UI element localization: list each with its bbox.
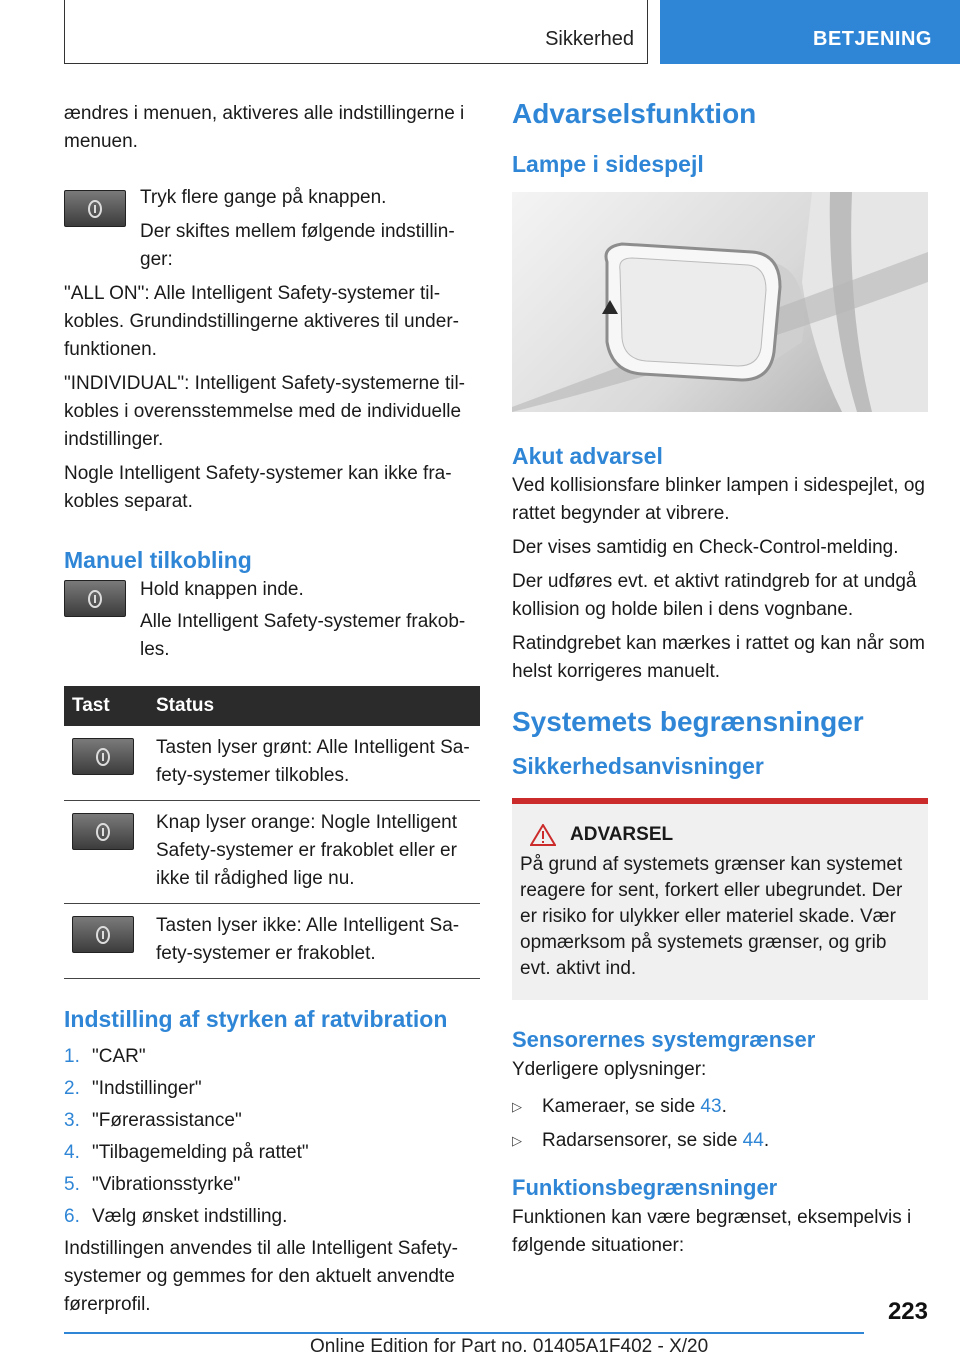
bullet-triangle-icon: ▷ (512, 1099, 522, 1114)
sensor-bullet-list (512, 1090, 928, 1158)
status-cell: Tasten lyser grønt: Alle Intelligent Sa-fety-systemer tilkobles. (148, 726, 480, 801)
vibration-heading: Indstilling af styrken af ratvibration (64, 1006, 448, 1032)
bullet-triangle-icon: ▷ (512, 1133, 522, 1148)
list-item: 6. Vælg ønsket indstilling. (64, 1206, 288, 1227)
button-off-icon (72, 916, 134, 953)
safety-button-icon (64, 580, 126, 617)
warning-title: ADVARSEL (570, 824, 674, 845)
button-green-icon (72, 738, 134, 775)
function-limits-heading: Funktionsbegrænsninger (512, 1175, 778, 1200)
list-item: 1. "CAR" (64, 1046, 146, 1067)
status-cell: Knap lyser orange: Nogle Intelligent Safety-systemer er frakoblet eller er ikke til rådighed lige nu. (148, 801, 480, 904)
status-cell: Tasten lyser ikke: Alle Intelligent Sa-fety-systemer er frakoblet. (148, 904, 480, 979)
press-multi-block (64, 184, 480, 274)
list-item: 3. "Førerassistance" (64, 1110, 242, 1131)
page-number: 223 (887, 1298, 928, 1325)
hold-block (64, 576, 480, 664)
right-column (512, 100, 928, 1260)
footer-divider (64, 1332, 864, 1334)
all-off-text: Alle Intelligent Safety-systemer frakob-les. (140, 611, 466, 660)
table-header-key: Tast (64, 686, 148, 726)
more-info-text: Yderligere oplysninger: (512, 1059, 707, 1080)
hold-text: Hold knappen inde. (140, 579, 304, 600)
acute-text-1: Ved kollisionsfare blinker lampen i sidespejlet, og rattet begynder at vibrere. (512, 475, 925, 524)
some-systems-text: Nogle Intelligent Safety-systemer kan ikke fra-kobles separat. (64, 463, 452, 512)
list-item: ▷ Kameraer, se side 43. (512, 1090, 928, 1124)
press-multi-text: Tryk flere gange på knappen. (140, 187, 387, 208)
limits-heading: Systemets begrænsninger (512, 706, 864, 737)
header-chapter-tab[interactable]: BETJENING (660, 0, 960, 64)
button-orange-icon (72, 813, 134, 850)
warning-text: På grund af systemets grænser kan systemet reagere for sent, forkert eller ubegrundet. Der er risiko for ulykker eller materiel skade. Vær opmærksom på systemets grænser, og grib evt. aktivt ind. (520, 854, 903, 979)
page-link-44[interactable]: 44 (742, 1130, 764, 1151)
warning-box (512, 798, 928, 1000)
side-mirror-image (512, 192, 928, 412)
safety-heading: Sikkerhedsanvisninger (512, 753, 764, 779)
steps-list (64, 1041, 480, 1233)
table-row (64, 801, 480, 904)
page-link-43[interactable]: 43 (700, 1096, 722, 1117)
acute-heading: Akut advarsel (512, 443, 663, 469)
acute-text-2: Der vises samtidig en Check-Control-melding. (512, 537, 899, 558)
safety-button-icon (64, 190, 126, 227)
function-limits-text: Funktionen kan være begrænset, eksempelvis i følgende situationer: (512, 1207, 912, 1256)
sensor-heading: Sensorernes systemgrænser (512, 1027, 816, 1052)
table-row (64, 904, 480, 979)
warning-function-heading: Advarselsfunktion (512, 98, 757, 129)
acute-text-3: Der udføres evt. et aktivt ratindgreb for at undgå kollision og holde bilen i dens vognbane. (512, 571, 917, 620)
list-item: 4. "Tilbagemelding på rattet" (64, 1142, 309, 1163)
list-item: 5. "Vibrationsstyrke" (64, 1174, 241, 1195)
table-row (64, 726, 480, 801)
table-header-status: Status (148, 686, 480, 726)
all-on-text: "ALL ON": Alle Intelligent Safety-systemer til-kobles. Grundindstillingerne aktiveres til under-funktionen. (64, 283, 459, 360)
warning-triangle-icon (530, 824, 556, 846)
acute-text-4: Ratindgrebet kan mærkes i rattet og kan når som helst korrigeres manuelt. (512, 633, 925, 682)
switch-text: Der skiftes mellem følgende indstillin-ger: (140, 221, 455, 270)
closing-text: Indstillingen anvendes til alle Intelligent Safety-systemer og gemmes for den aktuelt anvendte førerprofil. (64, 1238, 458, 1315)
header-section-title: Sikkerhed (545, 28, 634, 50)
left-column (64, 100, 480, 1319)
footer-edition: Online Edition for Part no. 01405A1F402 - X/20 (310, 1336, 709, 1357)
status-table (64, 686, 480, 979)
manual-heading: Manuel tilkobling (64, 547, 252, 573)
list-item: 2. "Indstillinger" (64, 1078, 202, 1099)
list-item: ▷ Radarsensorer, se side 44. (512, 1124, 928, 1158)
mirror-heading: Lampe i sidespejl (512, 151, 704, 177)
intro-text: ændres i menuen, aktiveres alle indstillingerne i menuen. (64, 103, 465, 152)
individual-text: "INDIVIDUAL": Intelligent Safety-systemerne til-kobles i overensstemmelse med de individuelle indstillinger. (64, 373, 466, 450)
